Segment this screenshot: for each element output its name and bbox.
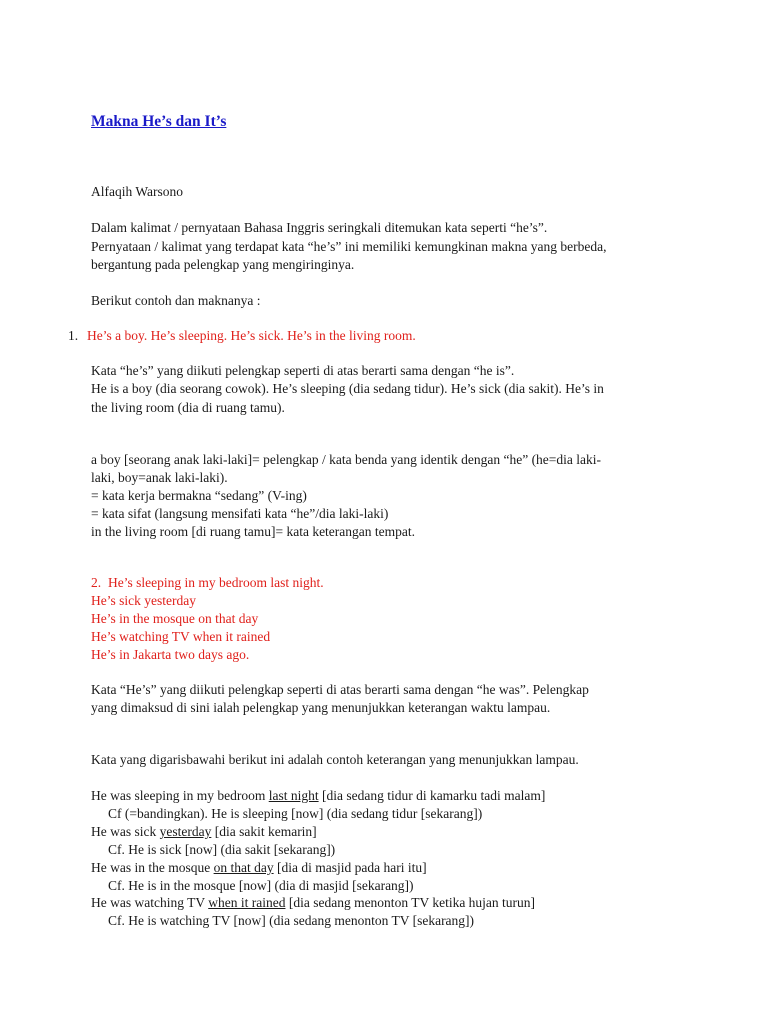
section-2-example-5: He’s in Jakarta two days ago. [91,647,250,662]
section-1-examples: He’s a boy. He’s sleeping. He’s sick. He’s in the living room. [87,328,416,343]
section-2-number: 2. [91,575,102,590]
section-1-explanation-1: Kata “he’s” yang diikuti pelengkap seperti di atas berarti sama dengan “he is”. [91,363,515,378]
past-time-marker-1: last night [268,788,319,803]
compare-sentence-4: Cf. He is watching TV [now] (dia sedang menonton TV [sekarang]) [108,913,475,928]
past-sentence-4: He was watching TV when it rained [dia sedang menonton TV ketika hujan turun] [91,895,536,910]
underline-intro: Kata yang digarisbawahi berikut ini adalah contoh keterangan yang menunjukkan lampau. [91,752,579,767]
past-time-marker-3: on that day [213,860,274,875]
examples-intro: Berikut contoh dan maknanya : [91,293,261,308]
section-2-explanation-1: Kata “He’s” yang diikuti pelengkap seperti di atas berarti sama dengan “he was”. Pelengkap [91,682,589,697]
author-name: Alfaqih Warsono [91,184,184,199]
intro-line-3: bergantung pada pelengkap yang mengiringinya. [91,257,355,272]
past-sentence-1: He was sleeping in my bedroom last night [dia sedang tidur di kamarku tadi malam] [91,788,546,803]
section-1-note-4: = kata sifat (langsung mensifati kata “he”/dia laki-laki) [91,506,389,521]
document-title[interactable]: Makna He’s dan It’s [91,113,227,130]
section-2-example-1: He’s sleeping in my bedroom last night. [108,575,324,590]
section-1-note-2: laki, boy=anak laki-laki). [91,470,228,485]
section-2-example-3: He’s in the mosque on that day [91,611,259,626]
intro-line-2: Pernyataan / kalimat yang terdapat kata “he’s” ini memiliki kemungkinan makna yang berbeda, [91,239,607,254]
section-1-explanation-3: the living room (dia di ruang tamu). [91,400,285,415]
past-sentence-2: He was sick yesterday [dia sakit kemarin] [91,824,317,839]
compare-sentence-2: Cf. He is sick [now] (dia sakit [sekarang]) [108,842,336,857]
past-sentence-3: He was in the mosque on that day [dia di masjid pada hari itu] [91,860,427,875]
section-2-explanation-2: yang dimaksud di sini ialah pelengkap yang menunjukkan keterangan waktu lampau. [91,700,551,715]
section-1-note-1: a boy [seorang anak laki-laki]= pelengkap / kata benda yang identik dengan “he” (he=dia laki- [91,452,602,467]
section-1-note-5: in the living room [di ruang tamu]= kata keterangan tempat. [91,524,416,539]
past-time-marker-2: yesterday [159,824,212,839]
section-1-number: 1. [68,328,79,343]
intro-line-1: Dalam kalimat / pernyataan Bahasa Inggris seringkali ditemukan kata seperti “he’s”. [91,220,548,235]
section-1-explanation-2: He is a boy (dia seorang cowok). He’s sleeping (dia sedang tidur). He’s sick (dia sakit). He’s in [91,381,604,396]
past-time-marker-4: when it rained [208,895,286,910]
compare-sentence-3: Cf. He is in the mosque [now] (dia di masjid [sekarang]) [108,878,414,893]
section-2-example-4: He’s watching TV when it rained [91,629,271,644]
section-1-note-3: = kata kerja bermakna “sedang” (V-ing) [91,488,307,503]
compare-sentence-1: Cf (=bandingkan). He is sleeping [now] (dia sedang tidur [sekarang]) [108,806,483,821]
section-2-example-2: He’s sick yesterday [91,593,196,608]
